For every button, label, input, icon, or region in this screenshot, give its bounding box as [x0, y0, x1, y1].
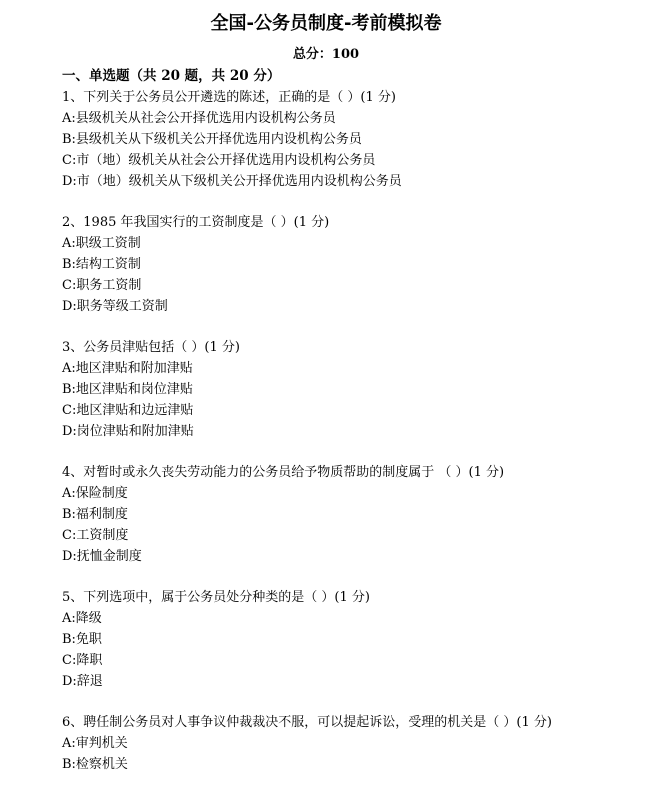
option-d: D:辞退: [62, 674, 103, 689]
option-a: A:县级机关从社会公开择优选用内设机构公务员: [62, 111, 336, 126]
question-text: 6、聘任制公务员对人事争议仲裁裁决不服，可以提起诉讼，受理的机关是（ ）(1 分): [62, 715, 552, 730]
option-a: A:职级工资制: [62, 236, 141, 251]
question-text: 2、1985 年我国实行的工资制度是（ ）(1 分): [62, 215, 330, 230]
option-b: B:县级机关从下级机关公开择优选用内设机构公务员: [62, 132, 362, 147]
option-d: D:职务等级工资制: [62, 299, 168, 314]
option-c: C:市（地）级机关从社会公开择优选用内设机构公务员: [62, 153, 376, 168]
total-score: 总分：100: [292, 47, 360, 62]
option-c: C:职务工资制: [62, 278, 142, 293]
exam-title: 全国-公务员制度-考前模拟卷: [210, 13, 442, 34]
question-text: 1、下列关于公务员公开遴选的陈述，正确的是（ ）(1 分): [62, 90, 396, 105]
question-list: [62, 87, 642, 795]
option-a: A:保险制度: [62, 486, 128, 501]
option-a: A:审判机关: [62, 736, 128, 751]
section-heading: 一、单选题（共 20 题，共 20 分）: [62, 68, 281, 84]
option-b: B:免职: [62, 632, 102, 647]
option-c: C:地区津贴和边远津贴: [62, 403, 194, 418]
option-b: B:结构工资制: [62, 257, 141, 272]
option-d: D:岗位津贴和附加津贴: [62, 424, 194, 439]
option-a: A:地区津贴和附加津贴: [62, 361, 193, 376]
question-5: [62, 587, 642, 692]
question-2: [62, 212, 642, 317]
question-6: [62, 712, 642, 775]
option-c: C:工资制度: [62, 528, 129, 543]
option-d: D:抚恤金制度: [62, 549, 142, 564]
question-text: 5、下列选项中，属于公务员处分种类的是（ ）(1 分): [62, 590, 370, 605]
option-b: B:检察机关: [62, 757, 128, 772]
option-a: A:降级: [62, 611, 102, 626]
question-text: 4、对暂时或永久丧失劳动能力的公务员给予物质帮助的制度属于 （ ）(1 分): [62, 465, 505, 480]
question-4: [62, 462, 642, 567]
option-b: B:地区津贴和岗位津贴: [62, 382, 193, 397]
option-d: D:市（地）级机关从下级机关公开择优选用内设机构公务员: [62, 174, 402, 189]
question-text: 3、公务员津贴包括（ ）(1 分): [62, 340, 240, 355]
question-1: [62, 87, 642, 192]
option-b: B:福利制度: [62, 507, 128, 522]
question-3: [62, 337, 642, 442]
option-c: C:降职: [62, 653, 103, 668]
